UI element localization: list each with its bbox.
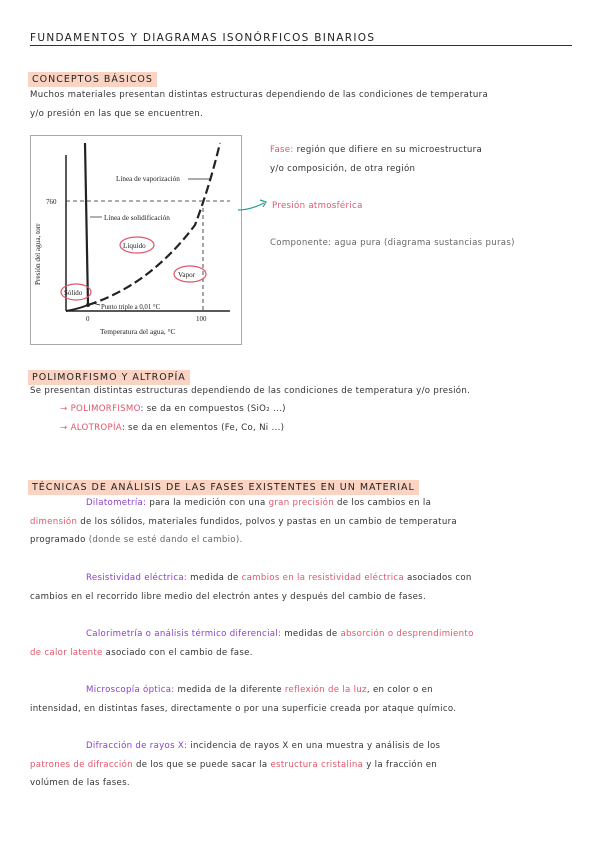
label-liquido: Líquido: [123, 242, 146, 250]
highlight-text: patrones de difracción: [30, 759, 133, 770]
text-fragment: de los sólidos, materiales fundidos, polvos y pastas en un cambio de temperatura: [77, 516, 457, 527]
highlight-text: absorción o desprendimiento: [340, 629, 474, 639]
highlight-text: cambios en la resistividad eléctrica: [241, 573, 404, 583]
text-line: Muchos materiales presentan distintas estructuras dependiendo de las condiciones de temperatura: [30, 90, 489, 100]
text-fragment: y la fracción en: [363, 759, 438, 770]
text-line: [30, 531, 578, 550]
text-fragment: para la medición con una: [146, 498, 269, 508]
triple-point-marker: [86, 303, 90, 307]
y-axis-label: Presión del agua, torr: [34, 223, 42, 285]
bullet-term: POLIMORFISMO: [70, 404, 141, 414]
title-underline: [30, 45, 572, 46]
label-vapor: Vapor: [178, 271, 196, 279]
aside-text: (donde se esté dando el cambio).: [88, 535, 243, 545]
fase-def-1: región que difiere en su microestructura: [296, 145, 483, 155]
page-title: FUNDAMENTOS Y DIAGRAMAS ISONÓRFICOS BINARIOS: [30, 32, 376, 44]
highlight-text: gran precisión: [268, 498, 334, 508]
polimorfismo-paragraph: Se presentan distintas estructuras dependiendo de las condiciones de temperatura y/o presión.: [30, 386, 471, 396]
phase-diagram: [30, 135, 242, 345]
text-line: [30, 756, 578, 775]
arrow-right-icon: →: [60, 423, 68, 433]
label-solido: Sólido: [64, 289, 83, 297]
highlight-text: de calor latente: [30, 647, 103, 658]
highlight-text: dimensión: [30, 516, 78, 527]
text-fragment: medidas de: [281, 629, 341, 639]
text-line: [30, 681, 578, 700]
text-fragment: medida de la diferente: [174, 685, 285, 695]
tecnica-calorimetria: [30, 625, 578, 662]
tecnica-name: Calorimetría o análisis térmico diferencial:: [86, 629, 282, 639]
text-line: cambios en el recorrido libre medio del electrón antes y después del cambio de fases.: [30, 591, 426, 602]
heading-text: POLIMORFISMO Y ALTROPÍA: [28, 370, 190, 385]
section-heading-conceptos: [28, 67, 157, 86]
text-fragment: medida de: [187, 573, 242, 583]
text-line: intensidad, en distintas fases, directamente o por una superficie creada por ataque químico.: [30, 703, 457, 714]
conceptos-paragraph: [30, 86, 578, 123]
heading-text: CONCEPTOS BÁSICOS: [28, 72, 157, 87]
bullet-term: ALOTROPÍA: [70, 423, 122, 433]
tecnica-name: Resistividad eléctrica:: [86, 573, 188, 583]
text-line: y/o presión en las que se encuentren.: [30, 108, 204, 119]
heading-text: TÉCNICAS DE ANÁLISIS DE LAS FASES EXISTENTES EN UN MATERIAL: [28, 480, 419, 495]
presion-atmosferica-note: Presión atmosférica: [272, 201, 363, 211]
y-tick-760: 760: [46, 198, 57, 206]
tecnica-name: Difracción de rayos X:: [86, 741, 188, 751]
text-fragment: programado: [30, 535, 89, 545]
text-line: [30, 569, 578, 588]
tecnica-microscopia: [30, 681, 578, 718]
x-tick-0: 0: [86, 315, 90, 323]
tecnica-difraccion: [30, 737, 578, 793]
teal-arrow-icon: [236, 194, 272, 214]
x-tick-100: 100: [196, 315, 207, 323]
highlight-text: reflexión de la luz: [284, 685, 367, 695]
tecnica-name: Dilatometría:: [86, 498, 147, 508]
text-fragment: , en color o en: [366, 685, 433, 695]
text-fragment: asociado con el cambio de fase.: [102, 647, 253, 658]
bullet-text: : se da en compuestos (SiO₂ ...): [140, 404, 286, 414]
bullet-polimorfismo: [60, 404, 286, 414]
bullet-alotropia: [60, 423, 284, 433]
text-fragment: de los que se puede sacar la: [132, 759, 271, 770]
fase-def-2: y/o composición, de otra región: [270, 164, 416, 174]
text-fragment: incidencia de rayos X en una muestra y análisis de los: [187, 741, 441, 751]
text-line: [30, 737, 578, 756]
tecnica-name: Microscopía óptica:: [86, 685, 175, 695]
text-line: [30, 494, 578, 513]
bullet-text: : se da en elementos (Fe, Co, Ni ...): [121, 423, 285, 433]
text-line: volúmen de las fases.: [30, 778, 130, 788]
fase-term: Fase:: [270, 145, 294, 155]
figure-frame: [31, 136, 242, 345]
highlight-text: estructura cristalina: [270, 759, 364, 770]
text-line: [30, 644, 578, 663]
tecnica-dilatometria: [30, 494, 578, 550]
section-heading-tecnicas: [28, 475, 419, 494]
text-fragment: asociados con: [404, 573, 472, 583]
label-solidificacion: Línea de solidificación: [104, 214, 170, 222]
tecnica-resistividad: [30, 569, 578, 606]
fase-definition-line1: [270, 145, 482, 155]
text-line: [30, 625, 578, 644]
arrow-right-icon: →: [60, 404, 68, 414]
text-fragment: de los cambios en la: [333, 498, 432, 508]
text-line: [30, 513, 578, 532]
label-vaporizacion: Línea de vaporización: [116, 175, 180, 183]
componente-note: Componente: agua pura (diagrama sustancias puras): [270, 238, 515, 248]
x-axis-label: Temperatura del agua, °C: [100, 327, 176, 336]
label-triple-point: Punto triple a 0,01 °C: [101, 304, 161, 311]
